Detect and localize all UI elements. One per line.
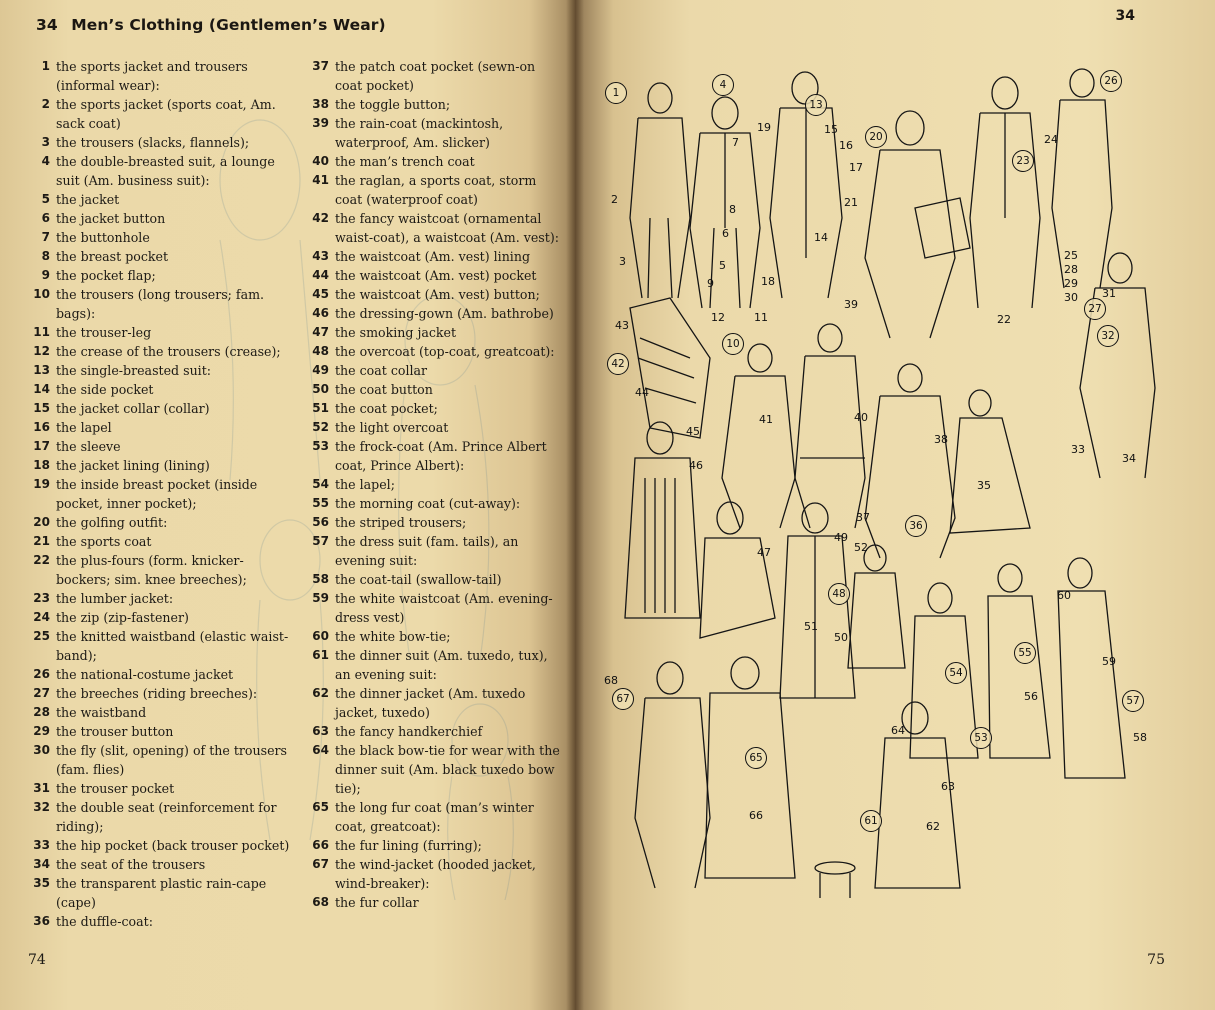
glossary-entry	[307, 304, 565, 323]
entry-text: the breast pocket	[56, 249, 169, 264]
page-number: 74	[28, 952, 46, 968]
entry-text: the trouser pocket	[56, 781, 175, 796]
circled-label: 32	[1097, 325, 1119, 347]
entry-text: the dinner jacket (Am. tuxedo jacket, tuxedo)	[335, 686, 526, 720]
entry-number: 6	[41, 211, 50, 225]
entry-text: the hip pocket (back trouser pocket)	[56, 838, 290, 853]
figure-label: 66	[749, 809, 763, 822]
glossary-entry	[307, 323, 565, 342]
glossary-entry	[28, 836, 296, 855]
glossary-entry	[28, 513, 296, 532]
entry-number: 46	[312, 306, 329, 320]
figure-label: 63	[941, 780, 955, 793]
figure-label: 7	[732, 136, 739, 149]
entry-number: 9	[41, 268, 50, 282]
glossary-entry	[307, 589, 565, 627]
entry-text: the fur collar	[335, 895, 419, 910]
glossary-entry	[307, 95, 565, 114]
entry-text: the lapel	[56, 420, 112, 435]
entry-number: 14	[33, 382, 50, 396]
entry-number: 18	[33, 458, 50, 472]
glossary-entry	[307, 171, 565, 209]
glossary-entry	[307, 646, 565, 684]
entry-text: the transparent plastic rain-cape (cape)	[56, 876, 267, 910]
glossary-entry	[28, 703, 296, 722]
entry-text: the jacket lining (lining)	[56, 458, 210, 473]
entry-number: 7	[41, 230, 50, 244]
figure-label: 41	[759, 413, 773, 426]
figure-frock-coat	[910, 583, 978, 758]
figure-label: 52	[854, 541, 868, 554]
entry-number: 56	[312, 515, 329, 529]
figure-label: 11	[754, 311, 768, 324]
entry-number: 4	[41, 154, 50, 168]
mens-clothing-illustration	[610, 58, 1190, 898]
figure-label: 18	[761, 275, 775, 288]
entry-number: 23	[33, 591, 50, 605]
glossary-entry	[28, 627, 296, 665]
entry-text: the sports jacket (sports coat, Am. sack coat)	[56, 97, 276, 131]
entry-number: 5	[41, 192, 50, 206]
glossary-entry	[28, 133, 296, 152]
glossary-entry	[307, 741, 565, 798]
entry-number: 44	[312, 268, 329, 282]
figure-label: 5	[719, 259, 726, 272]
glossary-entry	[28, 57, 296, 95]
circled-label: 10	[722, 333, 744, 355]
glossary-entry	[307, 361, 565, 380]
entry-text: the golfing outfit:	[56, 515, 168, 530]
figure-label: 62	[926, 820, 940, 833]
entry-text: the rain-coat (mackintosh, waterproof, Am. slicker)	[335, 116, 504, 150]
circled-label: 55	[1014, 642, 1036, 664]
entry-text: the sports jacket and trousers (informal wear):	[56, 59, 248, 93]
figure-label: 58	[1133, 731, 1147, 744]
entry-number: 39	[312, 116, 329, 130]
entry-number: 28	[33, 705, 50, 719]
entry-number: 59	[312, 591, 329, 605]
entry-text: the overcoat (top-coat, greatcoat):	[335, 344, 555, 359]
entry-text: the lumber jacket:	[56, 591, 174, 606]
figure-sports-jacket	[630, 83, 690, 298]
entry-text: the long fur coat (man’s winter coat, greatcoat):	[335, 800, 534, 834]
entry-text: the coat collar	[335, 363, 428, 378]
entry-number: 45	[312, 287, 329, 301]
entry-text: the dinner suit (Am. tuxedo, tux), an evening suit:	[335, 648, 548, 682]
glossary-entry	[307, 570, 565, 589]
entry-text: the jacket button	[56, 211, 166, 226]
circled-label: 4	[712, 74, 734, 96]
figure-label: 14	[814, 231, 828, 244]
entry-text: the crease of the trousers (crease);	[56, 344, 281, 359]
glossary-entry	[307, 57, 565, 95]
entry-text: the duffle-coat:	[56, 914, 153, 929]
figure-label: 30	[1064, 291, 1078, 304]
entry-number: 25	[33, 629, 50, 643]
entry-number: 32	[33, 800, 50, 814]
glossary-entry	[28, 95, 296, 133]
glossary-entry	[307, 513, 565, 532]
entry-number: 43	[312, 249, 329, 263]
figure-label: 38	[934, 433, 948, 446]
heading-number: 34	[36, 16, 58, 34]
circled-label: 23	[1012, 150, 1034, 172]
figure-label: 17	[849, 161, 863, 174]
entry-number: 42	[312, 211, 329, 225]
entry-text: the jacket collar (collar)	[56, 401, 210, 416]
glossary-entry	[28, 855, 296, 874]
entry-text: the sports coat	[56, 534, 152, 549]
figure-national-costume-jacket	[1052, 69, 1112, 288]
glossary-entry	[28, 285, 296, 323]
glossary-entry	[28, 342, 296, 361]
entry-text: the breeches (riding breeches):	[56, 686, 258, 701]
figure-label: 3	[619, 255, 626, 268]
figure-label: 40	[854, 411, 868, 424]
entry-number: 67	[312, 857, 329, 871]
glossary-entry	[307, 285, 565, 304]
entry-number: 22	[33, 553, 50, 567]
figure-label: 45	[686, 425, 700, 438]
figure-label: 37	[856, 511, 870, 524]
entry-text: the trousers (slacks, flannels);	[56, 135, 250, 150]
glossary-entry	[28, 684, 296, 703]
figure-trench-coat	[795, 324, 865, 528]
entry-number: 27	[33, 686, 50, 700]
figure-label: 47	[757, 546, 771, 559]
figure-label: 59	[1102, 655, 1116, 668]
figure-label: 33	[1071, 443, 1085, 456]
entry-text: the light overcoat	[335, 420, 449, 435]
glossary-entry	[28, 874, 296, 912]
entry-text: the inside breast pocket (inside pocket, inner pocket);	[56, 477, 258, 511]
entry-number: 10	[33, 287, 50, 301]
right-heading-number: 34	[1115, 8, 1135, 24]
glossary-entry	[307, 266, 565, 285]
entry-number: 2	[41, 97, 50, 111]
figure-light-overcoat	[848, 545, 905, 668]
entry-text: the coat button	[335, 382, 433, 397]
entry-text: the fancy handkerchief	[335, 724, 483, 739]
circled-label: 67	[612, 688, 634, 710]
glossary-entry	[307, 380, 565, 399]
entry-number: 34	[33, 857, 50, 871]
figure-label: 21	[844, 196, 858, 209]
figure-label: 25	[1064, 249, 1078, 262]
circled-label: 65	[745, 747, 767, 769]
entry-number: 29	[33, 724, 50, 738]
entry-text: the toggle button;	[335, 97, 451, 112]
page-heading	[36, 16, 386, 34]
entry-text: the trousers (long trousers; fam. bags):	[56, 287, 265, 321]
glossary-entry	[307, 798, 565, 836]
entry-number: 48	[312, 344, 329, 358]
figure-label: 8	[729, 203, 736, 216]
entry-number: 15	[33, 401, 50, 415]
entry-number: 40	[312, 154, 329, 168]
entry-number: 31	[33, 781, 50, 795]
glossary-entry	[307, 855, 565, 893]
entry-number: 66	[312, 838, 329, 852]
entry-text: the coat-tail (swallow-tail)	[335, 572, 502, 587]
figure-label: 15	[824, 123, 838, 136]
entry-number: 49	[312, 363, 329, 377]
heading-title: Men’s Clothing (Gentlemen’s Wear)	[71, 16, 386, 34]
glossary-entry	[28, 475, 296, 513]
figure-label: 51	[804, 620, 818, 633]
entry-number: 50	[312, 382, 329, 396]
figure-label: 12	[711, 311, 725, 324]
entry-text: the man’s trench coat	[335, 154, 475, 169]
entry-number: 60	[312, 629, 329, 643]
entry-text: the fly (slit, opening) of the trousers (fam. flies)	[56, 743, 288, 777]
entry-number: 68	[312, 895, 329, 909]
entry-text: the white bow-tie;	[335, 629, 451, 644]
entry-text: the waistcoat (Am. vest) lining	[335, 249, 531, 264]
entry-text: the single-breasted suit:	[56, 363, 212, 378]
glossary-entry	[307, 114, 565, 152]
entries-column-1	[28, 57, 296, 931]
glossary-entry	[28, 912, 296, 931]
figure-bar-stool	[815, 862, 855, 898]
circled-label: 1	[605, 82, 627, 104]
glossary-entry	[307, 418, 565, 437]
entry-number: 1	[41, 59, 50, 73]
glossary-entry	[28, 266, 296, 285]
figure-raglan	[722, 344, 795, 528]
glossary-entry	[28, 380, 296, 399]
entry-text: the buttonhole	[56, 230, 150, 245]
entry-text: the black bow-tie for wear with the dinner suit (Am. black tuxedo bow tie);	[335, 743, 560, 796]
entry-text: the trouser button	[56, 724, 174, 739]
figure-label: 6	[722, 227, 729, 240]
glossary-entry	[28, 228, 296, 247]
glossary-entry	[28, 209, 296, 228]
glossary-entry	[28, 361, 296, 380]
page-number-right: 75	[1147, 952, 1165, 968]
glossary-entry	[28, 399, 296, 418]
entry-number: 51	[312, 401, 329, 415]
glossary-entry	[28, 532, 296, 551]
entry-number: 47	[312, 325, 329, 339]
right-page	[575, 0, 1215, 1010]
entry-number: 21	[33, 534, 50, 548]
entry-text: the wind-jacket (hooded jacket, wind-breaker):	[335, 857, 536, 891]
entry-number: 3	[41, 135, 50, 149]
glossary-entry	[307, 475, 565, 494]
entry-number: 55	[312, 496, 329, 510]
entry-text: the striped trousers;	[335, 515, 467, 530]
figure-label: 39	[844, 298, 858, 311]
entry-text: the national-costume jacket	[56, 667, 234, 682]
left-page	[0, 0, 575, 1010]
entry-number: 17	[33, 439, 50, 453]
glossary-entry	[307, 247, 565, 266]
entry-number: 30	[33, 743, 50, 757]
glossary-entry	[28, 551, 296, 589]
entry-text: the trouser-leg	[56, 325, 152, 340]
entry-number: 62	[312, 686, 329, 700]
glossary-entry	[307, 893, 565, 912]
figure-label: 9	[707, 277, 714, 290]
figure-dinner-suit	[875, 702, 960, 888]
figure-label: 43	[615, 319, 629, 332]
entry-text: the raglan, a sports coat, storm coat (waterproof coat)	[335, 173, 537, 207]
entry-text: the plus-fours (form. knicker-bockers; sim. knee breeches);	[56, 553, 247, 587]
entry-number: 13	[33, 363, 50, 377]
entry-text: the fur lining (furring);	[335, 838, 482, 853]
glossary-entry	[28, 247, 296, 266]
entry-number: 58	[312, 572, 329, 586]
entry-number: 36	[33, 914, 50, 928]
glossary-entry	[307, 437, 565, 475]
entry-number: 52	[312, 420, 329, 434]
figure-label: 44	[635, 386, 649, 399]
entry-number: 63	[312, 724, 329, 738]
glossary-entry	[307, 836, 565, 855]
glossary-entry	[307, 532, 565, 570]
figure-label: 56	[1024, 690, 1038, 703]
figure-label: 16	[839, 139, 853, 152]
entry-text: the pocket flap;	[56, 268, 156, 283]
entry-number: 57	[312, 534, 329, 548]
glossary-entry	[28, 608, 296, 627]
glossary-entry	[28, 456, 296, 475]
entry-number: 26	[33, 667, 50, 681]
circled-label: 13	[805, 94, 827, 116]
entry-text: the double-breasted suit, a lounge suit (Am. business suit):	[56, 154, 275, 188]
figure-breeches	[1080, 253, 1155, 478]
entry-number: 41	[312, 173, 329, 187]
figure-plastic-rain-cape	[950, 390, 1030, 533]
entry-text: the dress suit (fam. tails), an evening suit:	[335, 534, 519, 568]
figure-dressing-gown	[625, 422, 700, 618]
figure-label: 68	[604, 674, 618, 687]
circled-label: 42	[607, 353, 629, 375]
entry-number: 20	[33, 515, 50, 529]
figure-double-breasted-suit	[690, 97, 760, 308]
glossary-entry	[307, 494, 565, 513]
figure-fancy-waistcoat	[630, 298, 710, 438]
entry-text: the waistcoat (Am. vest) pocket	[335, 268, 537, 283]
figure-label: 49	[834, 531, 848, 544]
circled-label: 27	[1084, 298, 1106, 320]
glossary-entry	[28, 589, 296, 608]
entry-text: the fancy waistcoat (ornamental waist-coat), a waistcoat (Am. vest):	[335, 211, 559, 245]
entry-number: 33	[33, 838, 50, 852]
entry-text: the waistband	[56, 705, 147, 720]
circled-label: 36	[905, 515, 927, 537]
entry-number: 61	[312, 648, 329, 662]
entry-number: 64	[312, 743, 329, 757]
circled-label: 26	[1100, 70, 1122, 92]
entry-text: the waistcoat (Am. vest) button;	[335, 287, 540, 302]
figure-wind-jacket	[635, 662, 710, 888]
figure-label: 50	[834, 631, 848, 644]
figure-label: 19	[757, 121, 771, 134]
glossary-entry	[28, 190, 296, 209]
glossary-entry	[28, 323, 296, 342]
entry-number: 37	[312, 59, 329, 73]
circled-label: 20	[865, 126, 887, 148]
figure-label: 31	[1102, 287, 1116, 300]
figure-label: 22	[997, 313, 1011, 326]
entry-text: the morning coat (cut-away):	[335, 496, 521, 511]
figure-label: 34	[1122, 452, 1136, 465]
entries-column-2	[307, 57, 565, 912]
entry-number: 54	[312, 477, 329, 491]
entry-number: 35	[33, 876, 50, 890]
entry-text: the knitted waistband (elastic waist-band);	[56, 629, 289, 663]
entry-text: the sleeve	[56, 439, 121, 454]
figure-label: 24	[1044, 133, 1058, 146]
glossary-entry	[28, 722, 296, 741]
entry-text: the patch coat pocket (sewn-on coat pocket)	[335, 59, 536, 93]
entry-number: 38	[312, 97, 329, 111]
circled-label: 53	[970, 727, 992, 749]
glossary-entry	[28, 665, 296, 684]
entry-number: 19	[33, 477, 50, 491]
circled-label: 48	[828, 583, 850, 605]
entry-text: the smoking jacket	[335, 325, 457, 340]
glossary-entry	[307, 342, 565, 361]
glossary-entry	[28, 152, 296, 190]
glossary-entry	[28, 798, 296, 836]
figure-label: 60	[1057, 589, 1071, 602]
entry-number: 53	[312, 439, 329, 453]
glossary-entry	[307, 684, 565, 722]
figure-label: 28	[1064, 263, 1078, 276]
entry-number: 16	[33, 420, 50, 434]
entry-text: the jacket	[56, 192, 120, 207]
glossary-entry	[307, 627, 565, 646]
glossary-entry	[28, 437, 296, 456]
glossary-entry	[28, 779, 296, 798]
glossary-entry	[307, 399, 565, 418]
glossary-entry	[307, 722, 565, 741]
circled-label: 61	[860, 810, 882, 832]
entry-number: 65	[312, 800, 329, 814]
entry-text: the white waistcoat (Am. evening-dress vest)	[335, 591, 553, 625]
figure-label: 64	[891, 724, 905, 737]
entry-number: 24	[33, 610, 50, 624]
entry-text: the side pocket	[56, 382, 154, 397]
circled-label: 57	[1122, 690, 1144, 712]
figure-label: 35	[977, 479, 991, 492]
entry-text: the coat pocket;	[335, 401, 438, 416]
entry-text: the seat of the trousers	[56, 857, 206, 872]
glossary-entry	[28, 741, 296, 779]
book-gutter	[566, 0, 584, 1010]
entry-number: 8	[41, 249, 50, 263]
figure-label: 46	[689, 459, 703, 472]
figure-label: 2	[611, 193, 618, 206]
entry-text: the frock-coat (Am. Prince Albert coat, Prince Albert):	[335, 439, 547, 473]
entry-number: 11	[33, 325, 50, 339]
glossary-entry	[28, 418, 296, 437]
circled-label: 54	[945, 662, 967, 684]
glossary-entry	[307, 152, 565, 171]
figure-label: 29	[1064, 277, 1078, 290]
entry-number: 12	[33, 344, 50, 358]
entry-text: the double seat (reinforcement for riding);	[56, 800, 277, 834]
entry-text: the lapel;	[335, 477, 395, 492]
entry-text: the zip (zip-fastener)	[56, 610, 189, 625]
figure-lumber-jacket	[970, 77, 1040, 308]
glossary-entry	[307, 209, 565, 247]
entry-text: the dressing-gown (Am. bathrobe)	[335, 306, 554, 321]
